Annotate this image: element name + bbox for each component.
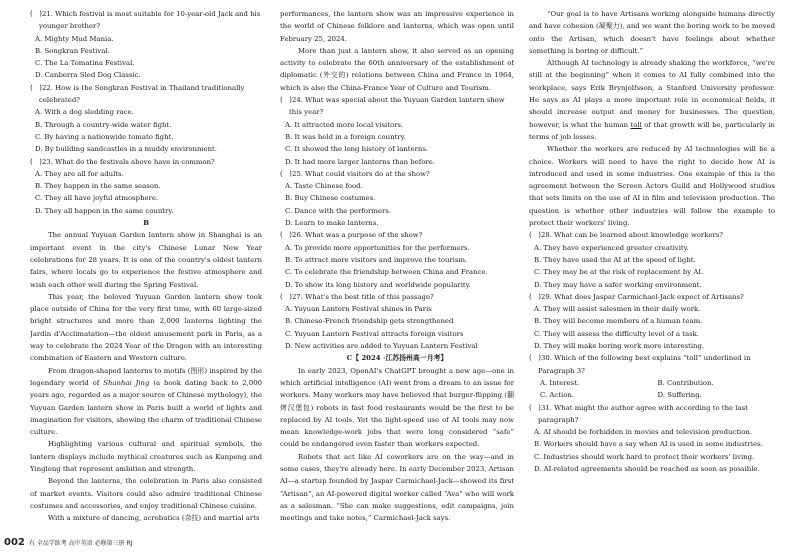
question-25: ( )25. What could visitors do at the show?	[280, 169, 430, 178]
question-22: ( )22. How is the Songkran Festival in Thailand traditionally celebrated?	[30, 83, 245, 105]
option: B. Chinese-French friendship gets strengthened	[285, 317, 454, 326]
option: B. It was held in a foreign country.	[285, 132, 406, 141]
page-number: 002	[4, 537, 25, 548]
paragraph: Although AI technology is already shaking the workforce, “we're still at the beginning” when it comes to AI fully combined into the workplace, says Erik Brynjolfsson, a Stanford University professor. He says as AI plays a more important role in economical fields, it should increase output and money for businesses. The question, however, is what the human toll of that growth will be, particularly in terms of job losses.	[529, 59, 775, 141]
option: D. Suffering.	[657, 391, 702, 400]
paragraph: From dragon-shaped lanterns to motifs (图形) inspired by the legendary world of Shanhai Jing (a book dating back to 2,000 years ago, regarded as a major source of Chinese mythology), the Yuyuan Garden lantern show in Paris built a world of lights and imagination for visitors, showing the charm of traditional Chinese culture.	[30, 366, 262, 437]
option: A. Yuyuan Lantern Festival shines in Paris	[285, 305, 432, 314]
option: D. New activities are added to Yuyuan Lantern Festival	[285, 342, 478, 351]
option: B. They have used the AI at the speed of light.	[534, 255, 696, 264]
option: D. They may have a safer working environment.	[534, 280, 702, 289]
paragraph: The annual Yuyuan Garden lantern show in Shanghai is an important event in the city's Chinese Lunar New Year celebrations for 28 years. It is one of the country's oldest lantern fairs, where locals go to experience the festive atmosphere and wish each other well during the Spring Festival.	[30, 231, 262, 289]
paragraph: Robots that act like AI coworkers are on the way—and in some cases, they're already here. In early December 2023, Artisan AI—a startup founded by Jaspar Carmichael-Jack—showed its first “Artisan”, an AI-powered digital worker called “Ava” who will work as a salesman. “She can make suggestions, edit campaigns, join meetings and take notes,” Carmichael-Jack says.	[280, 452, 514, 523]
paragraph: Highlighting various cultural and spiritual symbols, the lantern displays include mythical creatures such as Kunpeng and Yinglong that represent ambition and strength.	[30, 440, 262, 473]
option: B. They happen in the same season.	[35, 182, 161, 191]
option: B. Through a country-wide water fight.	[35, 120, 172, 129]
column-2	[280, 8, 514, 536]
option: A. AI should be forbidden in movies and television production.	[534, 428, 753, 437]
option: A. They are all for adults.	[35, 169, 124, 178]
option-grid	[529, 377, 775, 402]
option: A. Interest.	[540, 378, 580, 387]
option: B. They will become members of a human team.	[534, 317, 703, 326]
question-23: ( )23. What do the festivals above have in common?	[30, 157, 215, 166]
question-24: ( )24. What was special about the Yuyuan Garden lantern show this year?	[280, 96, 505, 117]
option: C. The La Tomatina Festival.	[35, 59, 135, 68]
paragraph: In early 2023, OpenAI's ChatGPT brought a new age—one in which artificial intelligence (AI) went from a dream to an issue for workers. Many workers may have believed that burger-flipping (翻烤汉堡包) robots in fast food restaurants would be the first to be replaced by AI tools. Yet the light-speed use of AI tools may now mean knowledge-work jobs that were long considered “safe” could be endangered even faster than workers expected.	[280, 366, 514, 449]
question-29: ( )29. What does Jaspar Carmichael-Jack expect of Artisans?	[529, 292, 744, 301]
option: B. Songkran Festival.	[35, 46, 110, 55]
section-heading-c: C【 2024 ·江苏扬州高一月考】	[346, 354, 448, 363]
section-heading-b: B	[143, 219, 149, 228]
footer-text: 有 全品学练考 高中英语 必修第三册 RJ	[28, 540, 133, 547]
question-31: ( )31. What might the author agree with according to the last paragraph?	[529, 403, 748, 424]
option: D. Learn to make lanterns.	[285, 219, 379, 228]
option: B. Workers should have a say when AI is used in some industries.	[534, 440, 763, 449]
option: C. They may be at the risk of replacement by AI.	[534, 268, 704, 277]
option: C. They all have joyful atmosphere.	[35, 194, 159, 203]
paragraph: Beyond the lanterns, the celebration in Paris also consisted of market events. Visitors could also admire traditional Chinese costumes and accessories, and enjoy traditional Chinese cuisine.	[30, 477, 262, 510]
option: B. Contribution.	[657, 378, 714, 387]
option: A. To provide more opportunities for the performers.	[285, 243, 470, 252]
option: D. AI-related agreements should be reached as soon as possible.	[534, 464, 760, 473]
option: B. To attract more visitors and improve the tourism.	[285, 255, 468, 264]
page-footer	[4, 537, 132, 548]
option: D. Canberra Sled Dog Classic.	[35, 71, 141, 80]
option: A. With a dog sledding race.	[35, 108, 134, 117]
option: C. They will assess the difficulty level of a task.	[534, 329, 699, 338]
question-27: ( )27. What's the best title of this passage?	[280, 292, 434, 301]
underlined-word: toll	[630, 120, 642, 129]
option: D. They all happen in the same country.	[35, 206, 174, 215]
option: C. Industries should work hard to protect their workers' living.	[534, 452, 755, 461]
option: B. Buy Chinese costumes.	[285, 194, 376, 203]
question-30: ( )30. Which of the following best explains “toll” underlined in Paragraph 3?	[529, 354, 751, 375]
paragraph: With a mixture of dancing, acrobatics (杂技) and martial arts	[48, 514, 260, 523]
option: C. It showed the long history of lanterns.	[285, 145, 429, 154]
paragraph: This year, the beloved Yuyuan Garden lantern show took place outside of China for the very first time, with 60 large-sized bright structures and more than 2,000 lanterns lighting the Jardin d'Acclimatation—the oldest amusement park in Paris, as a way to celebrate the 2024 Year of the Dragon with an interesting combination of Eastern and Western culture.	[30, 292, 262, 363]
question-26: ( )26. What was a purpose of the show?	[280, 231, 423, 240]
option: A. They have experienced greater creativity.	[534, 243, 689, 252]
option: A. It attracted more local visitors.	[285, 120, 404, 129]
paragraph: performances, the lantern show was an impressive experience in the world of Chinese folklore and lanterns, which was open until February 25, 2024.	[280, 10, 514, 43]
option: A. Taste Chinese food.	[285, 182, 363, 191]
option: D. By building sandcastles in a muddy environment.	[35, 145, 217, 154]
option: C. Yuyuan Lantern Festival attracts foreign visitors	[285, 329, 464, 338]
question-21: ( )21. Which festival is most suitable for 10-year-old Jack and his younger brother?	[30, 10, 261, 31]
option: C. To celebrate the friendship between China and France.	[285, 268, 488, 277]
option: A. Mighty Mud Mania.	[35, 34, 114, 43]
paragraph: “Our goal is to have Artisans working alongside humans directly and have cohesion (凝聚力), and we want the boring work to be moved onto the Artisan, which doesn't have feelings about whether something is boring or difficult.”	[529, 10, 775, 55]
option: C. By having a nationwide tomato fight.	[35, 132, 174, 141]
question-28: ( )28. What can be learned about knowledge workers?	[529, 231, 724, 240]
paragraph: More than just a lantern show, it also served as an opening activity to celebrate the 60th anniversary of the establishment of diplomatic (外交的) relations between China and France in 1964, which is also the China-France Year of Culture and Tourism.	[280, 46, 514, 92]
option: A. They will assist salesmen in their daily work.	[534, 305, 701, 314]
option: D. They will make boring work more interesting.	[534, 342, 705, 351]
paragraph: Whether the workers are reduced by AI technologies will be a choice. Workers will need to have the right to decide how AI is introduced and used in some industries. One example of this is the agreement between the Screen Actors Guild and Hollywood studios that sets limits on the use of AI in film and television production. The question is whether other industries will follow the example to protect their workers' living.	[529, 145, 775, 228]
column-3	[529, 8, 775, 536]
option: D. To show its long history and worldwide popularity.	[285, 280, 471, 289]
option: C. Action.	[540, 391, 574, 400]
option: D. It had more larger lanterns than before.	[285, 157, 436, 166]
option: C. Dance with the performers.	[285, 206, 391, 215]
column-1	[30, 8, 262, 536]
